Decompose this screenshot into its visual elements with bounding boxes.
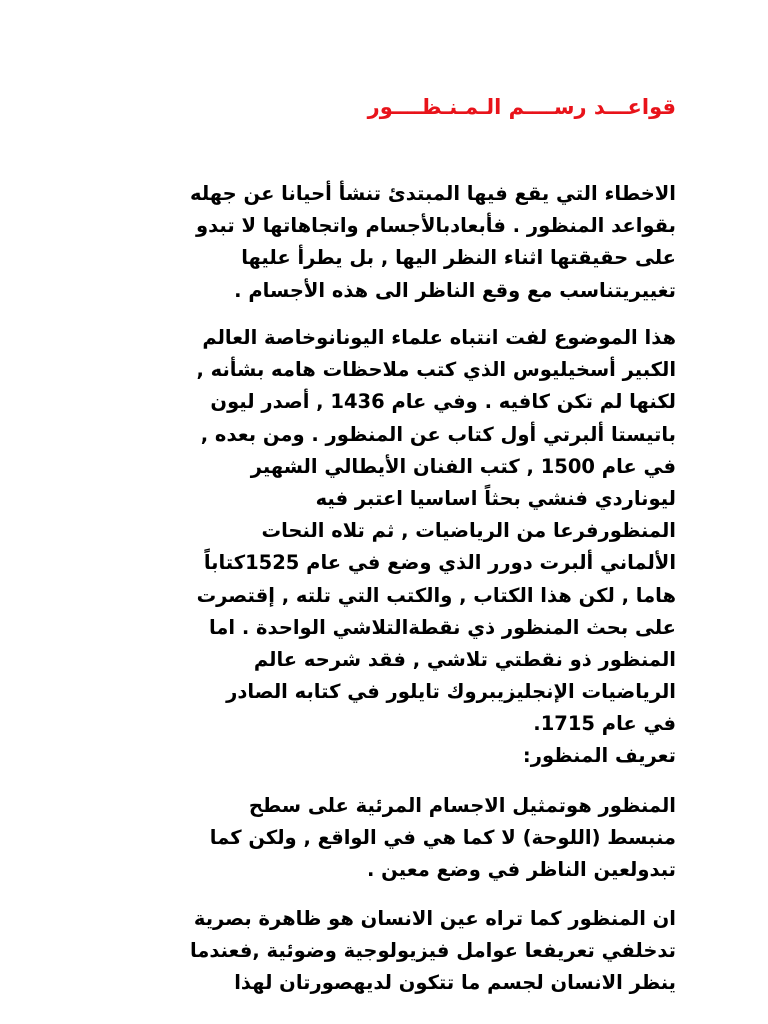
text-line: ليوناردي فنشي بحثاً اساسيا اعتبر فيه bbox=[315, 487, 676, 511]
text-line: في عام 1715. bbox=[533, 712, 676, 736]
paragraph-definition bbox=[92, 790, 676, 887]
text-line: الاخطاء التي يقع فيها المبتدئ تنشأ أحيانا عن جهله bbox=[190, 182, 676, 205]
text-line: منبسط (اللوحة) لا كما هي في الواقع , ولكن كما bbox=[209, 826, 676, 850]
text-line: الرياضيات الإنجليزيبروك تايلور في كتابه الصادر bbox=[226, 680, 676, 704]
text-line: هاما , لكن هذا الكتاب , والكتب التي تلته , إقتصرت bbox=[196, 583, 676, 607]
section-heading-definition bbox=[92, 740, 676, 772]
text-line: على بحث المنظور ذي نقطةالتلاشي الواحدة . اما bbox=[208, 615, 676, 639]
text-line: المنظورفرعا من الرياضيات , ثم تلاه النحات bbox=[261, 519, 676, 543]
document-title: قواعـــد رســــم الـمـنـظــــور bbox=[367, 95, 676, 119]
text-line: ان المنظور كما تراه عين الانسان هو ظاهرة بصرية bbox=[193, 907, 676, 930]
text-line: تغييريتناسب مع وقع الناظر الى هذه الأجسام . bbox=[234, 278, 676, 302]
paragraph-vision bbox=[92, 903, 676, 1000]
paragraph-history bbox=[92, 322, 676, 741]
text-line: لكنها لم تكن كافيه . وفي عام 1436 , أصدر ليون bbox=[210, 390, 676, 414]
text-line: بقواعد المنظور . فأبعادبالأجسام واتجاهاتها لا تبدو bbox=[196, 214, 676, 238]
text-line: تعريف المنظور: bbox=[522, 744, 676, 767]
text-line: المنظور هوتمثيل الاجسام المرئية على سطح bbox=[248, 794, 676, 817]
text-line: تدخلفي تعريفعا عوامل فيزيولوجية وضوئية ,فعندما bbox=[189, 939, 676, 963]
text-line: باتيستا ألبرتي أول كتاب عن المنظور . ومن بعده , bbox=[200, 422, 676, 446]
text-line: هذا الموضوع لفت انتباه علماء اليونانوخاصة العالم bbox=[202, 326, 676, 349]
text-line: على حقيقتها اثناء النظر اليها , بل يطرأ عليها bbox=[241, 246, 676, 270]
text-line: المنظور ذو نقطتي تلاشي , فقد شرحه عالم bbox=[253, 648, 676, 672]
text-line: ينظر الانسان لجسم ما تتكون لديهصورتان لهذا bbox=[234, 971, 676, 995]
text-line: في عام 1500 , كتب الفنان الأيطالي الشهير bbox=[250, 454, 676, 478]
text-line: تبدولعين الناظر في وضع معين . bbox=[366, 858, 676, 882]
text-line: الكبير أسخيليوس الذي كتب ملاحظات هامه بشأنه , bbox=[196, 358, 676, 382]
text-line: الألماني ألبرت دورر الذي وضع في عام 1525كتاباً bbox=[203, 551, 676, 575]
paragraph-intro bbox=[92, 178, 676, 307]
